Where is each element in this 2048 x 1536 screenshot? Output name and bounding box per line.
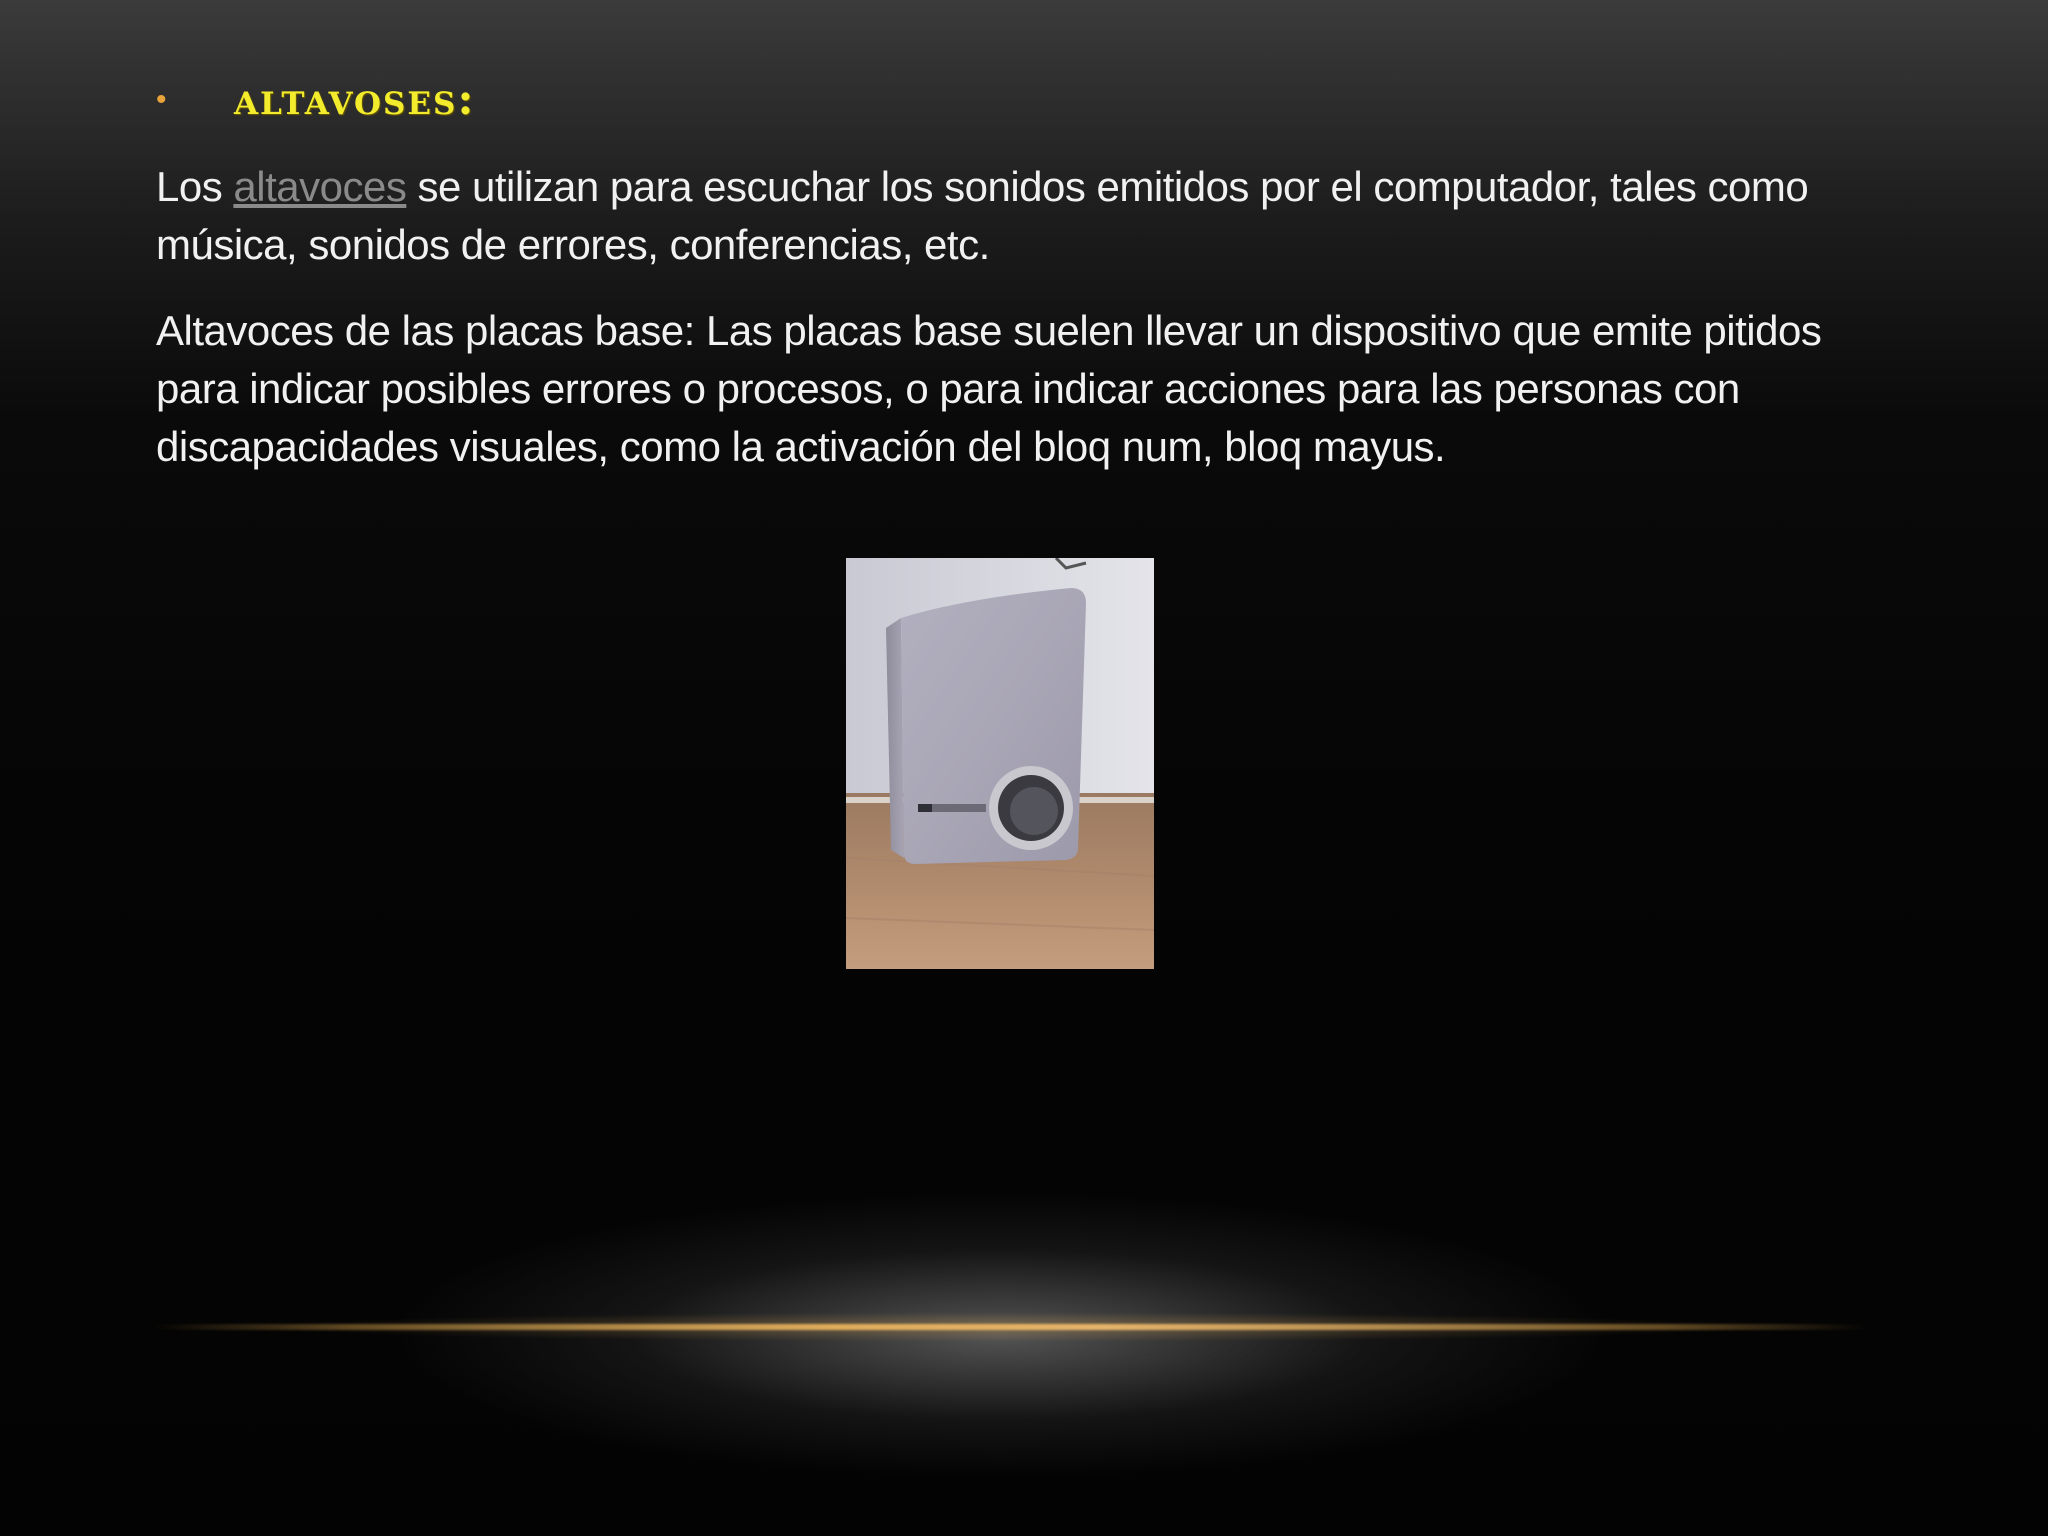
altavoces-link[interactable]: altavoces	[233, 163, 407, 210]
paragraph-suffix: se utilizan para escuchar los sonidos emitidos por el computador, tales como música, sonidos de errores, conferencias, etc.	[156, 163, 1809, 268]
speaker-photo	[846, 558, 1154, 969]
speaker-illustration	[846, 558, 1154, 969]
slide-heading: altavoses:	[234, 74, 476, 125]
heading-row	[156, 70, 476, 130]
paragraph-placas-base: Altavoces de las placas base: Las placas base suelen llevar un dispositivo que emite pitidos para indicar posibles errores o procesos, o para indicar acciones para las personas con discapacidades visuales, como la activación del bloq num, bloq mayus.	[156, 307, 1822, 470]
horizon-accent-line	[150, 1324, 1870, 1330]
paragraph-prefix: Los	[156, 163, 234, 210]
paragraph-altavoces	[156, 158, 1896, 274]
bullet-icon: •	[156, 83, 167, 116]
